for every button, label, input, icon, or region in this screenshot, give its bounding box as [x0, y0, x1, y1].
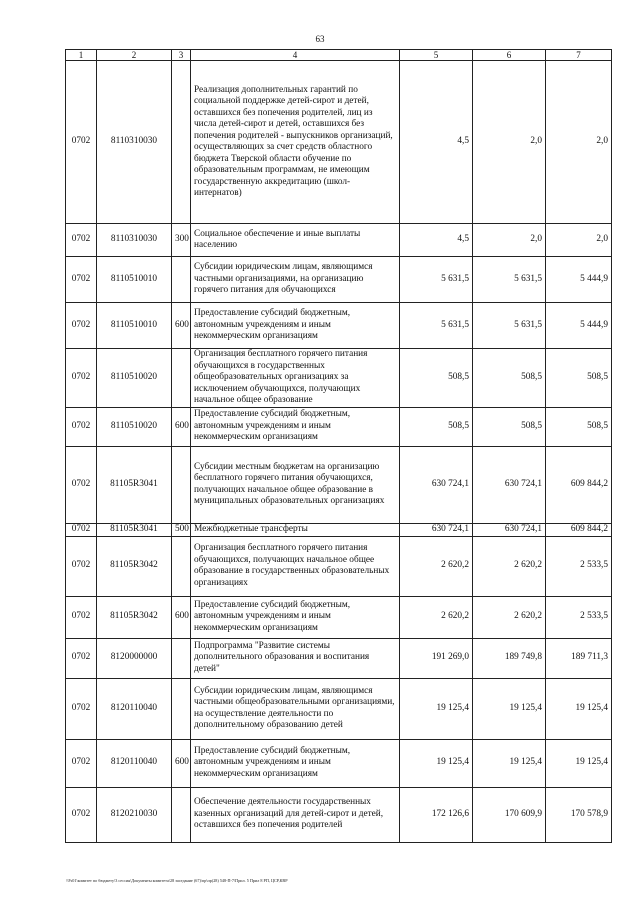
expense-type-code: [172, 678, 191, 739]
page-number: 63: [315, 34, 325, 44]
section-code: 0702: [66, 257, 97, 303]
expense-type-code: 600: [172, 407, 191, 446]
col-header-5: 5: [400, 50, 473, 61]
amount-col7: 508,5: [546, 407, 612, 446]
item-description: Субсидии местным бюджетам на организацию бесплатного горячего питания обучающихся, получающих начальное общее образование в муниципальных образовательных организациях: [191, 446, 400, 523]
amount-col7: 2,0: [546, 224, 612, 257]
amount-col6: 5 631,5: [473, 257, 546, 303]
table-row: [66, 349, 612, 408]
target-article-code: 8110310030: [97, 61, 172, 224]
target-article-code: 8110510020: [97, 407, 172, 446]
item-description: Организация бесплатного горячего питания обучающихся в государственных общеобразовательных организациях за исключением обучающихся, получающих начальное общее образование: [191, 349, 400, 408]
table-row: [66, 446, 612, 523]
target-article-code: 81105R3041: [97, 523, 172, 536]
col-header-4: 4: [191, 50, 400, 61]
amount-col5: 2 620,2: [400, 596, 473, 638]
amount-col7: 19 125,4: [546, 739, 612, 787]
section-code: 0702: [66, 446, 97, 523]
table-row: [66, 536, 612, 596]
table-row: [66, 523, 612, 536]
expense-type-code: 500: [172, 523, 191, 536]
item-description: Предоставление субсидий бюджетным, автономным учреждениям и иным некоммерческим организациям: [191, 407, 400, 446]
amount-col5: 5 631,5: [400, 303, 473, 349]
amount-col7: 5 444,9: [546, 303, 612, 349]
table-row: [66, 257, 612, 303]
amount-col7: 189 711,3: [546, 638, 612, 678]
expense-type-code: 300: [172, 224, 191, 257]
amount-col7: 2 533,5: [546, 536, 612, 596]
amount-col6: 5 631,5: [473, 303, 546, 349]
target-article-code: 8120110040: [97, 678, 172, 739]
section-code: 0702: [66, 787, 97, 842]
amount-col7: 19 125,4: [546, 678, 612, 739]
budget-table: [65, 49, 612, 843]
table-row: [66, 407, 612, 446]
footer-file-path: \\Fs01\комитет по бюджету\3 сессия\Документы комитета\28 заседание (67)\пр\пр(28) 548-П-7\Прил. 5 Прил 8 РП, ЦСР,КВР: [66, 878, 288, 883]
section-code: 0702: [66, 303, 97, 349]
amount-col6: 630 724,1: [473, 446, 546, 523]
expense-type-code: [172, 446, 191, 523]
expense-type-code: 600: [172, 596, 191, 638]
amount-col7: 609 844,2: [546, 446, 612, 523]
table-row: [66, 638, 612, 678]
amount-col5: 630 724,1: [400, 523, 473, 536]
section-code: 0702: [66, 739, 97, 787]
col-header-3: 3: [172, 50, 191, 61]
expense-type-code: 600: [172, 303, 191, 349]
amount-col6: 19 125,4: [473, 739, 546, 787]
amount-col7: 508,5: [546, 349, 612, 408]
amount-col5: 5 631,5: [400, 257, 473, 303]
amount-col6: 508,5: [473, 349, 546, 408]
col-header-7: 7: [546, 50, 612, 61]
item-description: Реализация дополнительных гарантий по социальной поддержке детей-сирот и детей, оставшихся без попечения родителей, лиц из числа детей-сирот и детей, оставшихся без попечения родителей - выпускников организаций, осуществляющих за счет средств областного бюджета Тверской области обучение по образовательным программам, не имеющим государственную аккредитацию (школ-интернатов): [191, 61, 400, 224]
target-article-code: 8110310030: [97, 224, 172, 257]
amount-col6: 630 724,1: [473, 523, 546, 536]
expense-type-code: [172, 257, 191, 303]
amount-col5: 630 724,1: [400, 446, 473, 523]
item-description: Организация бесплатного горячего питания обучающихся, получающих начальное общее образование в государственных образовательных организациях: [191, 536, 400, 596]
table-row: [66, 678, 612, 739]
target-article-code: 8110510020: [97, 349, 172, 408]
col-header-2: 2: [97, 50, 172, 61]
expense-type-code: [172, 536, 191, 596]
amount-col5: 4,5: [400, 61, 473, 224]
section-code: 0702: [66, 349, 97, 408]
amount-col6: 2,0: [473, 61, 546, 224]
table-row: [66, 787, 612, 842]
expense-type-code: [172, 787, 191, 842]
table-row: [66, 596, 612, 638]
amount-col6: 189 749,8: [473, 638, 546, 678]
target-article-code: 8120000000: [97, 638, 172, 678]
section-code: 0702: [66, 596, 97, 638]
amount-col6: 2 620,2: [473, 596, 546, 638]
amount-col6: 170 609,9: [473, 787, 546, 842]
section-code: 0702: [66, 638, 97, 678]
item-description: Предоставление субсидий бюджетным, автономным учреждениям и иным некоммерческим организациям: [191, 303, 400, 349]
amount-col5: 191 269,0: [400, 638, 473, 678]
amount-col6: 2 620,2: [473, 536, 546, 596]
item-description: Предоставление субсидий бюджетным, автономным учреждениям и иным некоммерческим организациям: [191, 596, 400, 638]
item-description: Межбюджетные трансферты: [191, 523, 400, 536]
amount-col6: 508,5: [473, 407, 546, 446]
col-header-1: 1: [66, 50, 97, 61]
amount-col7: 609 844,2: [546, 523, 612, 536]
table-row: [66, 61, 612, 224]
target-article-code: 8120210030: [97, 787, 172, 842]
header-row: [66, 50, 612, 61]
target-article-code: 81105R3041: [97, 446, 172, 523]
amount-col7: 2 533,5: [546, 596, 612, 638]
amount-col7: 5 444,9: [546, 257, 612, 303]
section-code: 0702: [66, 224, 97, 257]
item-description: Социальное обеспечение и иные выплаты населению: [191, 224, 400, 257]
target-article-code: 8120110040: [97, 739, 172, 787]
amount-col5: 19 125,4: [400, 739, 473, 787]
table-row: [66, 739, 612, 787]
expense-type-code: 600: [172, 739, 191, 787]
amount-col5: 172 126,6: [400, 787, 473, 842]
target-article-code: 81105R3042: [97, 536, 172, 596]
expense-type-code: [172, 349, 191, 408]
section-code: 0702: [66, 536, 97, 596]
amount-col6: 2,0: [473, 224, 546, 257]
col-header-6: 6: [473, 50, 546, 61]
section-code: 0702: [66, 523, 97, 536]
expense-type-code: [172, 638, 191, 678]
table-row: [66, 224, 612, 257]
target-article-code: 81105R3042: [97, 596, 172, 638]
section-code: 0702: [66, 61, 97, 224]
item-description: Подпрограмма "Развитие системы дополнительного образования и воспитания детей": [191, 638, 400, 678]
amount-col5: 508,5: [400, 349, 473, 408]
target-article-code: 8110510010: [97, 257, 172, 303]
section-code: 0702: [66, 678, 97, 739]
amount-col5: 19 125,4: [400, 678, 473, 739]
amount-col7: 2,0: [546, 61, 612, 224]
section-code: 0702: [66, 407, 97, 446]
item-description: Субсидии юридическим лицам, являющимся частными общеобразовательными организациями, на осуществление деятельности по дополнительному образованию детей: [191, 678, 400, 739]
amount-col5: 4,5: [400, 224, 473, 257]
amount-col5: 508,5: [400, 407, 473, 446]
amount-col5: 2 620,2: [400, 536, 473, 596]
amount-col6: 19 125,4: [473, 678, 546, 739]
target-article-code: 8110510010: [97, 303, 172, 349]
item-description: Субсидии юридическим лицам, являющимся частными организациями, на организацию горячего питания для обучающихся: [191, 257, 400, 303]
table-row: [66, 303, 612, 349]
expense-type-code: [172, 61, 191, 224]
amount-col7: 170 578,9: [546, 787, 612, 842]
item-description: Предоставление субсидий бюджетным, автономным учреждениям и иным некоммерческим организациям: [191, 739, 400, 787]
item-description: Обеспечение деятельности государственных казенных организаций для детей-сирот и детей, оставшихся без попечения родителей: [191, 787, 400, 842]
